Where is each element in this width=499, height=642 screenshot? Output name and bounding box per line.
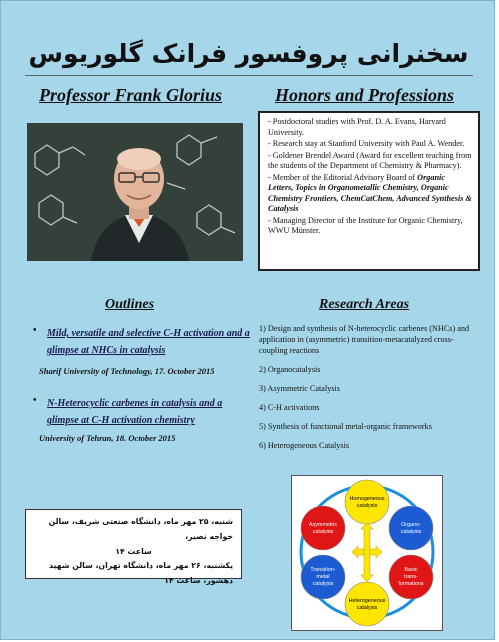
research-item: 6) Heterogeneous Catalysis: [259, 441, 350, 451]
talk-schedule-line: یکشنبه، ۲۶ مهر ماه، دانشگاه تهران، سالن شهید دهشور، ساعت ۱۴: [49, 561, 233, 586]
node-bottom-line1: Heterogeneous: [348, 598, 386, 604]
node-left-line2: catalysis: [312, 529, 334, 535]
honors-list: [258, 111, 480, 271]
outlines-heading: Outlines: [105, 297, 155, 312]
bullet-icon: •: [33, 395, 37, 406]
speaker-name-heading: Professor Frank Glorius: [39, 85, 223, 105]
outline-item: [33, 325, 255, 359]
outline-item: [33, 395, 255, 429]
talk-schedule-line: ساعت ۱۴: [115, 546, 152, 556]
node-right-line1: Organo-: [401, 522, 421, 528]
research-heading: Research Areas: [319, 297, 410, 312]
node-midleft-line3: catalysis: [312, 581, 334, 587]
node-midright-line3: formations: [398, 581, 424, 587]
honors-journals: Organic Letters, Topics in Organometallic Chemistry, Organic Chemistry Frontiers, ChemCatChem, Advanced Synthesis & Catalysis: [268, 172, 472, 213]
node-midright-line1: Basic: [404, 567, 418, 573]
honors-item: - Postdoctoral studies with Prof. D. A. Evans, Harvard University.: [268, 117, 446, 137]
bullet-icon: •: [33, 325, 37, 336]
outline-title: N-Heterocyclic carbenes in catalysis and a glimpse at C-H activation chemistry: [47, 398, 223, 427]
node-right-line2: catalysis: [400, 529, 422, 535]
research-item: 5) Synthesis of functional metal-organic frameworks: [259, 422, 432, 432]
honors-item: - Goldener Brendel Award (Award for excellent teaching from the students of the Department of Chemistry & Pharmacy).: [268, 150, 472, 170]
node-bottom-line2: catalysis: [356, 605, 378, 611]
node-left-line1: Asymmetric: [308, 522, 338, 528]
research-item: 4) C-H activations: [259, 403, 320, 413]
speaker-photo-art: [27, 123, 243, 261]
node-midright-line2: trans-: [404, 574, 418, 580]
honors-item: [268, 173, 472, 215]
talk-schedule-line: شنبه، ۲۵ مهر ماه، دانشگاه صنعتی شریف، سالن خواجه نصیر،: [48, 517, 233, 541]
node-midleft-line1: Transition-: [310, 567, 336, 573]
speaker-photo: [27, 123, 243, 261]
research-list: [259, 323, 481, 460]
outline-venue: University of Tehran, 18. October 2015: [39, 433, 176, 443]
page-title: سخنرانی پروفسور فرانک گلوریوس: [28, 39, 469, 68]
node-top-line1: Homogeneous: [349, 496, 385, 502]
outline-title: Mild, versatile and selective C-H activation and a glimpse at NHCs in catalysis: [47, 328, 250, 357]
research-item: 2) Organocatalysis: [259, 365, 321, 375]
honors-item: - Research stay at Stanford University with Paul A. Wender.: [268, 139, 465, 148]
talk-schedule: [25, 509, 242, 586]
honors-heading: Honors and Professions: [275, 85, 455, 105]
research-item: 3) Asymmetric Catalysis: [259, 384, 340, 394]
outline-venue: Sharif University of Technology, 17. October 2015: [39, 366, 215, 376]
node-top-line2: catalysis: [356, 503, 378, 509]
research-item: 1) Design and synthesis of N-heterocyclic carbenes (NHCs) and application in (asymmetric) transition-metacatalyzed cross-coupling reactions: [259, 324, 470, 356]
honors-item-text: - Member of the Editorial Advisory Board of: [268, 172, 416, 182]
honors-item: - Managing Director of the Institute for Organic Chemistry, WWU Münster.: [268, 215, 463, 235]
catalysis-diagram-art: [292, 476, 442, 630]
catalysis-diagram: [291, 475, 443, 631]
title-divider: [25, 75, 473, 76]
node-midleft-line2: metal: [316, 574, 330, 580]
